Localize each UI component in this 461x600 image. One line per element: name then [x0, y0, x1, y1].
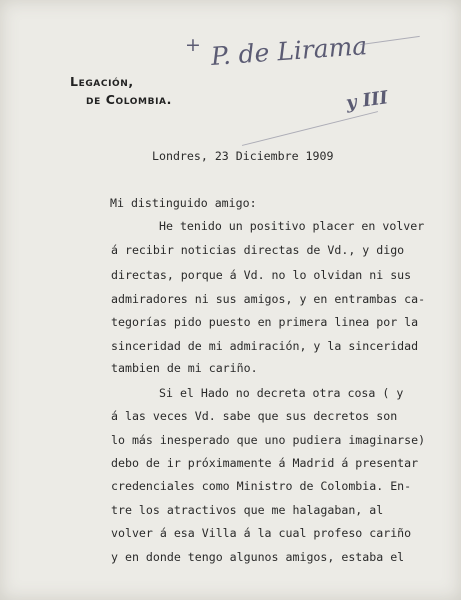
body-line: tegorías pido puesto en primera linea por la	[111, 315, 419, 329]
body-line: á recibir noticias directas de Vd., y digo	[111, 243, 405, 257]
body-line: tambien de mi cariño.	[111, 361, 258, 375]
body-line: sinceridad de mi admiración, y la sinceridad	[111, 339, 419, 353]
handwritten-numeral: y III	[344, 87, 390, 114]
body-line: volver á esa Villa á la cual profeso cariño	[111, 526, 412, 540]
salutation: Mi distinguido amigo:	[110, 196, 257, 210]
handwritten-mark: +	[185, 34, 201, 56]
body-line: credenciales como Ministro de Colombia. En-	[111, 479, 412, 493]
body-line: tre los atractivos que me halagaban, al	[111, 503, 384, 517]
body-line: á las veces Vd. sabe que sus decretos son	[111, 409, 398, 423]
body-line: debo de ir próximamente á Madrid á presentar	[111, 456, 419, 470]
body-line: admiradores ni sus amigos, y en entrambas ca-	[111, 292, 426, 306]
body-line: lo más inesperado que uno pudiera imaginarse)	[111, 433, 426, 447]
letterhead-line-1: Legación,	[70, 74, 134, 89]
date-line: Londres, 23 Diciembre 1909	[152, 149, 334, 163]
handwritten-name: P. de Lirama	[209, 31, 369, 71]
body-line: directas, porque á Vd. no lo olvidan ni sus	[111, 268, 412, 282]
body-line: Si el Hado no decreta otra cosa ( y	[159, 386, 404, 400]
pencil-stroke	[360, 36, 420, 45]
body-line: y en donde tengo algunos amigos, estaba el	[111, 550, 405, 564]
body-line: He tenido un positivo placer en volver	[159, 219, 425, 233]
letterhead-line-2: de Colombia.	[86, 92, 172, 107]
pencil-stroke	[242, 111, 378, 146]
